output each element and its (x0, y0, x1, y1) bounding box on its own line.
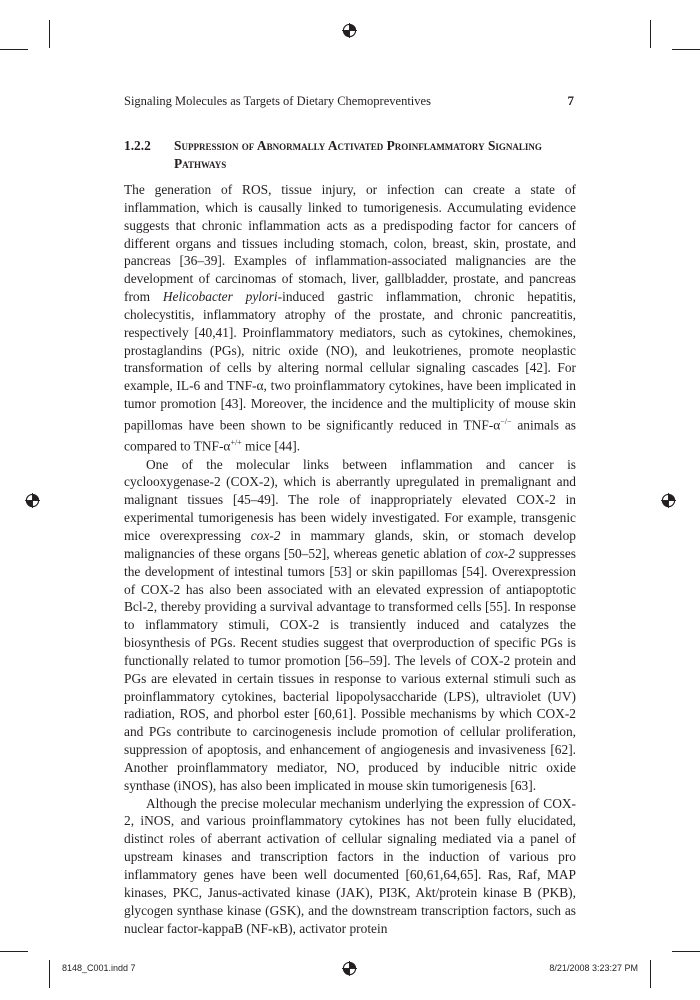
text-run: Although the precise molecular mechanism underlying the expression of COX-2, iNOS, and various proinflammatory cytokines has not been fully elucidated, distinct roles of aberrant activation of cellular signaling mediated via a panel of upstream kinases and transcription factors in the induction of various pro inflammatory genes have been well documented [60,61,64,65]. Ras, Raf, MAP kinases, PKC, Janus-activated kinase (JAK), PI3K, Akt/protein kinase B (PKB), glycogen synthase kinase (GSK), and the downstream transcription factors, such as nuclear factor-kappaB (NF-κB), activator protein (124, 795, 576, 936)
section-heading (124, 137, 584, 173)
crop-mark (0, 951, 28, 952)
crop-mark (49, 20, 50, 48)
registration-mark-icon (25, 493, 40, 508)
paragraph (124, 795, 576, 938)
crop-mark (0, 49, 28, 50)
crop-mark (650, 20, 651, 48)
running-head (124, 93, 574, 109)
crop-mark (49, 960, 50, 988)
italic-run: cox-2 (485, 545, 515, 561)
section-number: 1.2.2 (124, 138, 151, 153)
text-run: mice [44]. (241, 438, 301, 454)
page-number: 7 (567, 93, 574, 108)
superscript-run: +/+ (230, 438, 242, 448)
running-head-title: Signaling Molecules as Targets of Dietary Chemopreventives (124, 94, 431, 108)
superscript-run: −/− (500, 416, 512, 426)
italic-run: Helicobacter pylori (162, 289, 278, 305)
slug-timestamp: 8/21/2008 3:23:27 PM (549, 963, 638, 973)
body-text (124, 181, 576, 937)
crop-mark (672, 49, 700, 50)
text-run: -induced gastric inflammation, chronic hepatitis, cholecystitis, inflammatory atrophy of the prostate, and chronic pancreatitis, respectively [40,41]. Proinflammatory mediators, such as cytokines, chemokines, prostaglandins (PGs), nitric oxide (NO), and leukotrienes, promote neoplastic transformation of cells by altering normal cellular signaling cascades [42]. For example, IL-6 and TNF-α, two proinflammatory cytokines, have been implicated in tumor promotion [43]. Moreover, the incidence and the multiplicity of mouse skin papillomas have been shown to be significantly reduced in TNF-α (124, 289, 576, 433)
paragraph (124, 456, 576, 795)
text-run: in mammary glands, skin, or stomach develop malignancies of these organs [50–52], whereas genetic ablation of (124, 527, 576, 561)
text-run: One of the molecular links between inflammation and cancer is cyclooxygenase-2 (COX-2), which is aberrantly upregulated in premalignant and malignant tissues [45–49]. The role of inappropriately elevated COX-2 in experimental tumorigenesis has been widely investigated. For example, transgenic mice overexpressing (124, 456, 576, 543)
italic-run: cox-2 (250, 527, 281, 543)
registration-mark-icon (342, 23, 357, 38)
section-title: Suppression of Abnormally Activated Proinflammatory Signaling Pathways (174, 138, 542, 171)
slug-file-name: 8148_C001.indd 7 (62, 963, 136, 973)
registration-mark-icon (661, 493, 676, 508)
text-run: suppresses the development of intestinal tumors [53] or skin papillomas [54]. Overexpression of COX-2 has also been associated with an elevated expression of antiapoptotic Bcl-2, thereby providing a survival advantage to transformed cells [55]. In response to inflammatory stimuli, COX-2 is transiently induced and catalyzes the biosynthesis of PGs. Recent studies suggest that overproduction of specific PGs is functionally related to tumor promotion [56–59]. The levels of COX-2 protein and PGs are elevated in certain tissues in response to various external stimuli such as proinflammatory cytokines, bacterial lipopolysaccharide (LPS), ultraviolet (UV) radiation, ROS, and phorbol ester [60,61]. Possible mechanisms by which COX-2 and PGs contribute to carcinogenesis include promotion of cellular proliferation, suppression of apoptosis, and enhancement of angiogenesis and invasiveness [62]. Another proinflammatory mediator, NO, produced by inducible nitric oxide synthase (iNOS), has also been implicated in mouse skin tumorigenesis [63]. (124, 545, 576, 793)
crop-mark (650, 960, 651, 988)
crop-mark (672, 951, 700, 952)
text-run: The generation of ROS, tissue injury, or infection can create a state of inflammation, which is causally linked to tumorigenesis. Accumulating evidence suggests that chronic inflammation acts as a predispoding factor for cancers of different organs and tissues including stomach, colon, breast, skin, prostate, and pancreas [36–39]. Examples of inflammation-associated malignancies are the development of carcinomas of stomach, liver, gallbladder, prostate, and pancreas from (124, 182, 576, 305)
registration-mark-icon (342, 961, 357, 976)
text-run: animals as compared to TNF-α (124, 417, 577, 454)
paragraph (124, 181, 576, 456)
